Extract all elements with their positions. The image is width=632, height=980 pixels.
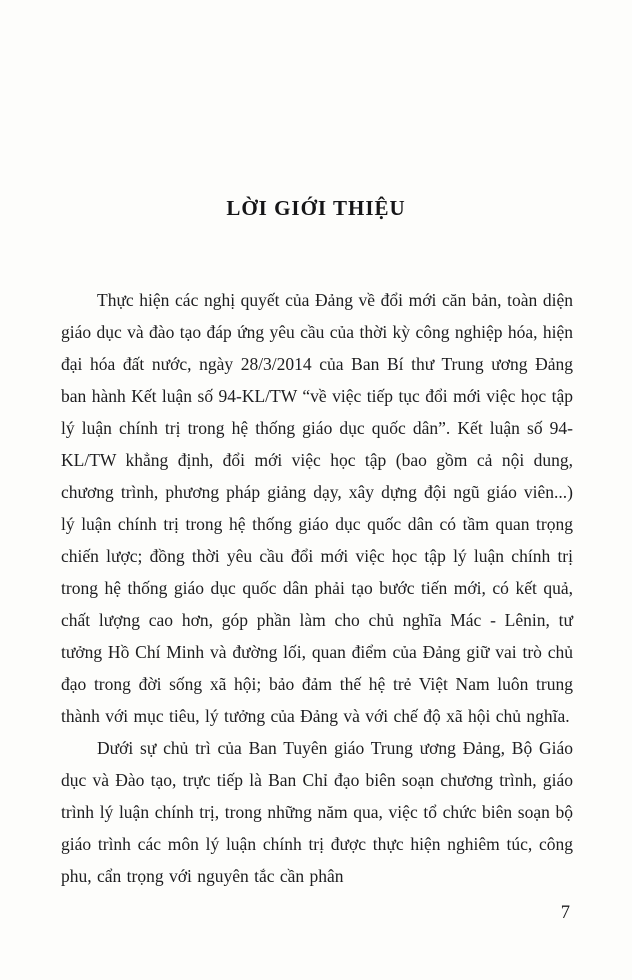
body-text — [61, 284, 573, 892]
page-title: LỜI GIỚI THIỆU — [226, 196, 406, 220]
paragraph: Dưới sự chủ trì của Ban Tuyên giáo Trung ương Đảng, Bộ Giáo dục và Đào tạo, trực tiếp là Ban Chỉ đạo biên soạn chương trình, giáo trình lý luận chính trị, trong những năm qua, việc tổ chức biên soạn bộ giáo trình các môn lý luận chính trị được thực hiện nghiêm túc, công phu, cẩn trọng với nguyên tắc cần phân — [61, 738, 573, 886]
paragraph: Thực hiện các nghị quyết của Đảng về đổi mới căn bản, toàn diện giáo dục và đào tạo đáp ứng yêu cầu của thời kỳ công nghiệp hóa, hiện đại hóa đất nước, ngày 28/3/2014 của Ban Bí thư Trung ương Đảng ban hành Kết luận số 94-KL/TW “về việc tiếp tục đổi mới việc học tập lý luận chính trị trong hệ thống giáo dục quốc dân”. Kết luận số 94-KL/TW khẳng định, đổi mới việc học tập (bao gồm cả nội dung, chương trình, phương pháp giảng dạy, xây dựng đội ngũ giáo viên...) lý luận chính trị trong hệ thống giáo dục quốc dân có tầm quan trọng chiến lược; đồng thời yêu cầu đổi mới việc học tập lý luận chính trị trong hệ thống giáo dục quốc dân phải tạo bước tiến mới, có kết quả, chất lượng cao hơn, góp phần làm cho chủ nghĩa Mác - Lênin, tư tưởng Hồ Chí Minh và đường lối, quan điểm của Đảng giữ vai trò chủ đạo trong đời sống xã hội; bảo đảm thế hệ trẻ Việt Nam luôn trung thành với mục tiêu, lý tưởng của Đảng và với chế độ xã hội chủ nghĩa. — [61, 290, 573, 726]
page-number: 7 — [560, 903, 570, 923]
